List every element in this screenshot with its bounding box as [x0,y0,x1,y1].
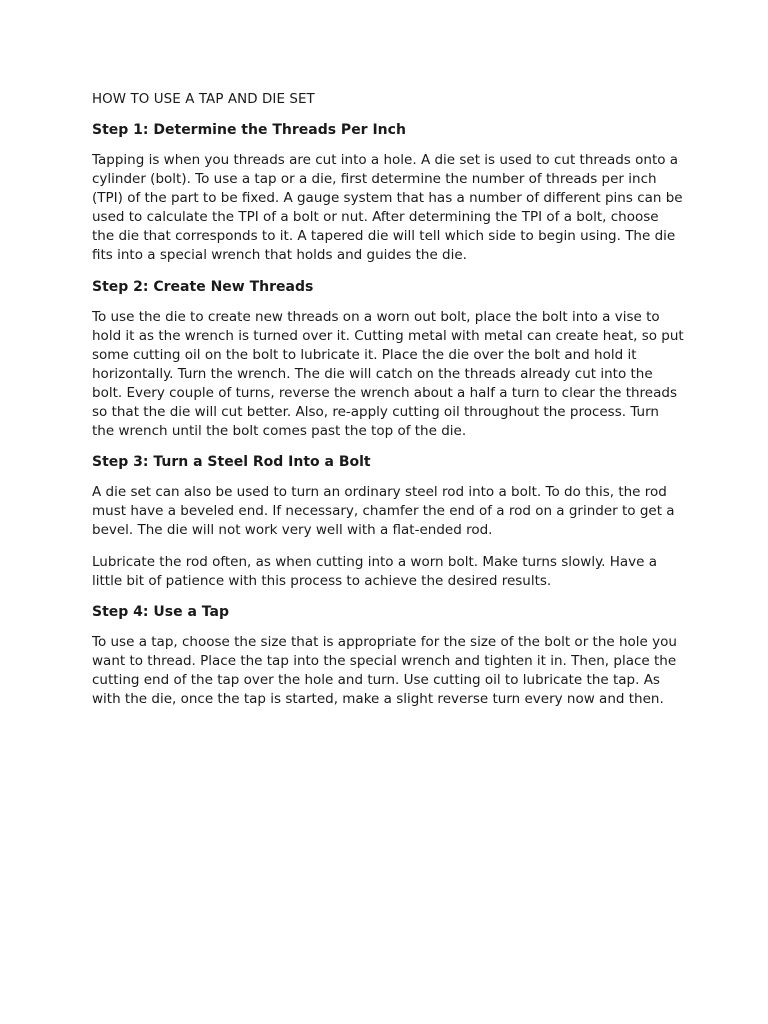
step-1-heading: Step 1: Determine the Threads Per Inch [92,122,406,138]
step-3-paragraph-2: Lubricate the rod often, as when cutting into a worn bolt. Make turns slowly. Have a little bit of patience with this process to achieve the desired results. [92,553,658,589]
step-3-paragraph-1: A die set can also be used to turn an ordinary steel rod into a bolt. To do this, the rod must have a beveled end. If necessary, chamfer the end of a rod on a grinder to get a bevel. The die will not work very well with a flat-ended rod. [92,484,675,539]
step-1-paragraph-1: Tapping is when you threads are cut into a hole. A die set is used to cut threads onto a cylinder (bolt). To use a tap or a die, first determine the number of threads per inch (TPI) of the part to be fixed. A gauge system that has a number of different pins can be used to calculate the TPI of a bolt or nut. After determining the TPI of a bolt, choose the die that corresponds to it. A tapered die will tell which side to begin using. The die fits into a special wrench that holds and guides the die. [92,152,683,264]
step-3-section [92,453,684,590]
step-2-heading: Step 2: Create New Threads [92,278,314,295]
step-4-paragraph-1: To use a tap, choose the size that is appropriate for the size of the bolt or the hole you want to thread. Place the tap into the special wrench and tighten it in. Then, place the cutting end of the tap over the hole and turn. Use cutting oil to lubricate the tap. As with the die, once the tap is started, make a slight reverse turn every now and then. [92,633,677,707]
document-title: HOW TO USE A TAP AND DIE SET [92,92,315,107]
step-4-section [92,603,684,709]
step-2-section [92,278,684,442]
document-page [92,90,684,721]
step-4-heading: Step 4: Use a Tap [92,603,229,620]
step-3-heading: Step 3: Turn a Steel Rod Into a Bolt [92,454,371,471]
step-1-section [92,121,684,266]
step-2-paragraph-1: To use the die to create new threads on a worn out bolt, place the bolt into a vise to hold it as the wrench is turned over it. Cutting metal with metal can create heat, so put some cutting oil on the bolt to lubricate it. Place the die over the bolt and hold it horizontally. Turn the wrench. The die will catch on the threads already cut into the bolt. Every couple of turns, reverse the wrench about a half a turn to clear the threads so that the die will cut better. Also, re-apply cutting oil throughout the process. Turn the wrench until the bolt comes past the top of the die. [92,308,684,440]
